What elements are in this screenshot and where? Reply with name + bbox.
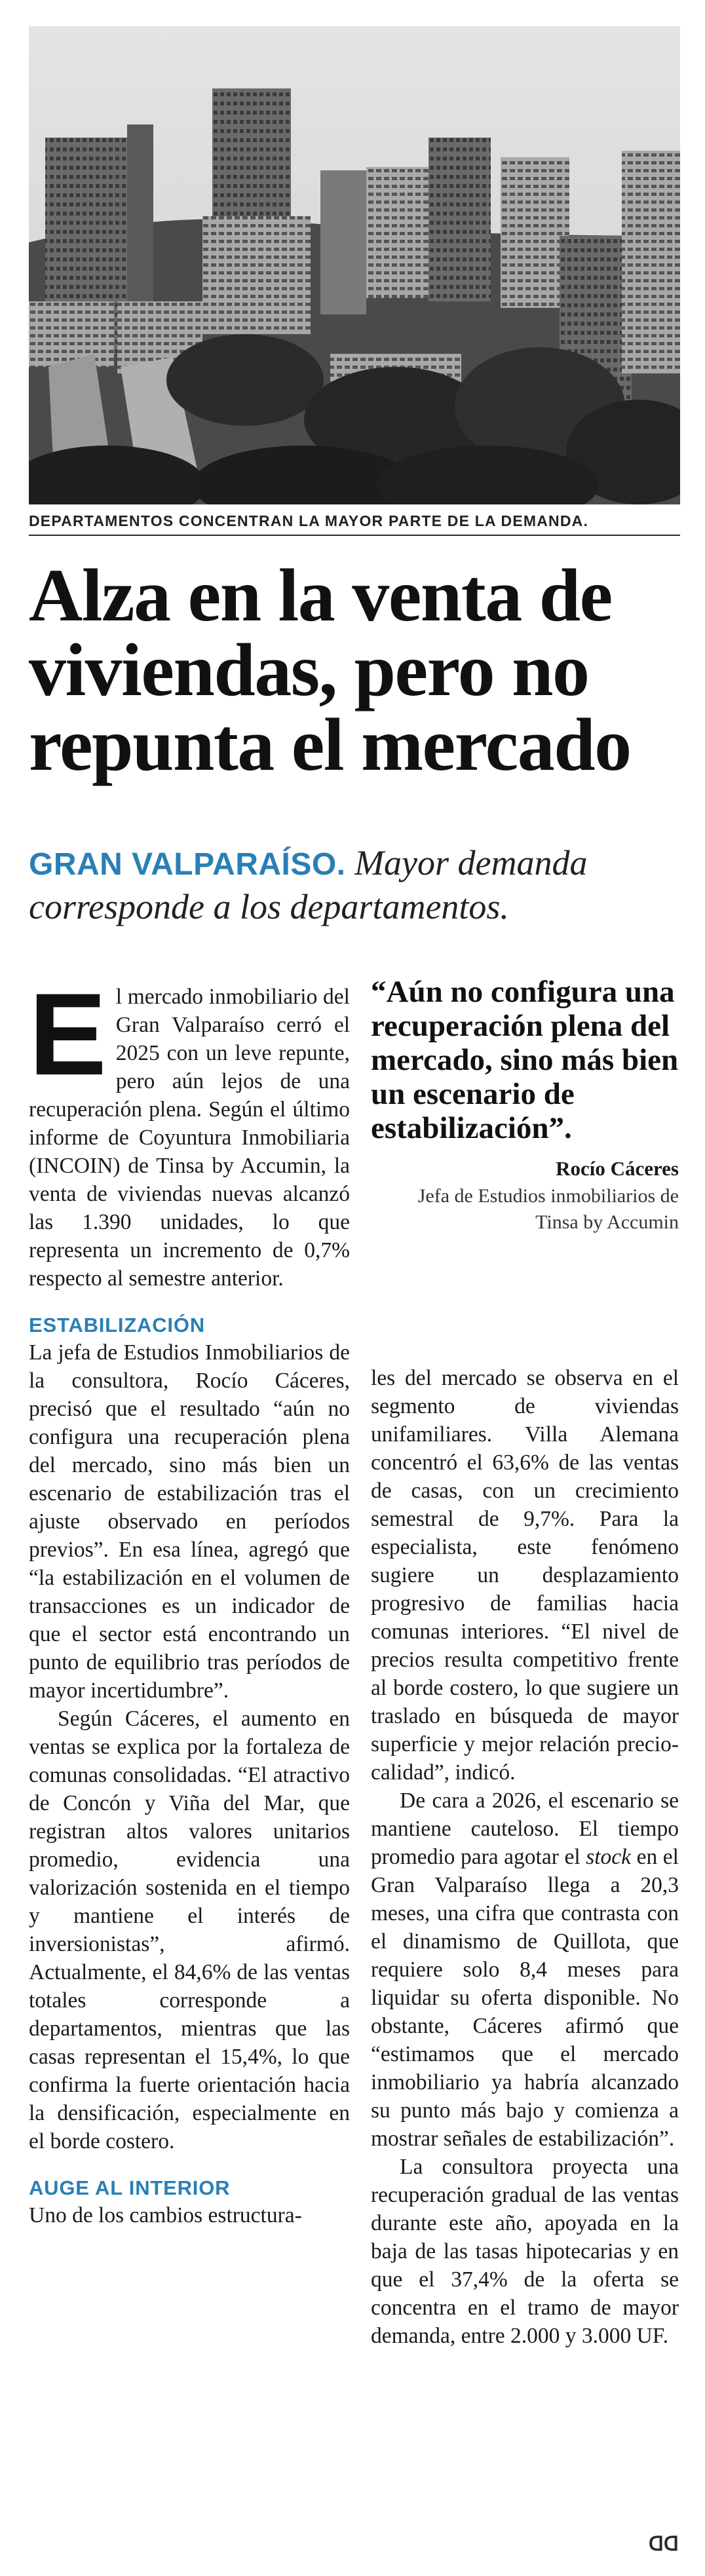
paragraph-4-b: en el Gran Valparaíso llega a 20,3 meses, una cifra que contrasta con el dinamismo de Quillota, que requiere solo 8,4 meses para liquidar su oferta disponible. No obstante, Cáceres afirmó que “estimamos que el mercado inmobiliario ya habría alcanzado su punto más bajo y comienza a mostrar señales de estabilización”. (371, 1845, 679, 2151)
pull-quote (371, 975, 679, 1236)
paragraph-4-a: De cara a 2026, el escenario se mantiene cauteloso. El tiempo promedio para agotar el (371, 1789, 679, 1869)
body-column-right (371, 1364, 679, 2350)
paragraph-3-continued: les del mercado se observa en el segmento de viviendas unifamiliares. Villa Alemana concentró el 63,6% de las ventas de casas, con un crecimiento semestral de 9,7%. Para la especialista, este fenómeno sugiere un desplazamiento progresivo de familias hacia comunas interiores. “El nivel de precios resulta competitivo frente al borde costero, lo que sugiere un traslado en búsqueda de mayor superficie y mejor relación precio-calidad”, indicó. (371, 1366, 679, 1785)
paragraph-2: Según Cáceres, el aumento en ventas se explica por la fortaleza de comunas consolidadas. “El atractivo de Concón y Viña del Mar, que registran altos valores unitarios promedio, evidencia una valorización sostenida en el tiempo y mantiene el interés de inversionistas”, afirmó. Actualmente, el 84,6% de las ventas totales corresponde a departamentos, mientras que las casas representan el 15,4%, lo que confirma la fuerte orientación hacia la densificación, especialmente en el borde costero. (29, 1707, 350, 2153)
deck-place: GRAN VALPARAÍSO. (29, 847, 346, 882)
caption-rule (29, 535, 680, 536)
deck-text-line-2: corresponde a los departamentos. (29, 887, 509, 926)
deck-text-line-1: Mayor demanda (345, 843, 588, 882)
subhead-auge-al-interior: AUGE AL INTERIOR (29, 2176, 231, 2199)
article-photo (29, 26, 680, 504)
headline-line-1: Alza en la venta de (29, 554, 612, 637)
paragraph-1: La jefa de Estudios Inmobiliarios de la consultora, Rocío Cáceres, precisó que el resultado “aún no configura una recuperación plena del mercado, sino más bien un escenario de estabilización tras el ajuste observado en períodos previos”. En esa línea, agregó que “la estabilización en el volumen de transacciones es un indicador de que el sector está encontrando un punto de equilibrio tras períodos de mayor incertidumbre”. (29, 1340, 350, 1703)
pull-quote-name: Rocío Cáceres (556, 1157, 679, 1180)
deck (29, 842, 684, 928)
headline (29, 554, 684, 786)
headline-line-2: viviendas, pero no (29, 628, 589, 711)
paragraph-4 (371, 1787, 679, 2153)
lead-paragraph (29, 969, 350, 1293)
paragraph-4-stock: stock (586, 1845, 632, 1869)
paragraph-5: La consultora proyecta una recuperación gradual de las ventas durante este año, apoyada en la baja de las tasas hipotecarias y en que el 37,4% de la oferta se concentra en el tramo de mayor demanda, entre 2.000 y 3.000 UF. (371, 2155, 679, 2348)
headline-line-3: repunta el mercado (29, 703, 631, 786)
end-mark-icon: ᗡᗡ (649, 2533, 679, 2555)
photo-caption: DEPARTAMENTOS CONCENTRAN LA MAYOR PARTE DE LA DEMANDA. (29, 512, 589, 529)
drop-cap: E (29, 969, 107, 1099)
pull-quote-text: “Aún no configura una recuperación plena del mercado, sino más bien un escenario de estabilización”. (371, 975, 679, 1145)
body-column-left (29, 969, 350, 2229)
city-buildings-illustration (29, 26, 680, 504)
lead-text: l mercado inmobiliario del Gran Valparaíso cerró el 2025 con un leve repunte, pero aún lejos de una recuperación plena. Según el último informe de Coyuntura Inmobiliaria (INCOIN) de Tinsa by Accumin, la venta de viviendas nuevas alcanzó las 1.390 unidades, lo que representa un incremento de 0,7% respecto al semestre anterior. (29, 985, 350, 1291)
paragraph-3-start: Uno de los cambios estructura- (29, 2203, 302, 2227)
subhead-estabilizacion: ESTABILIZACIÓN (29, 1314, 205, 1336)
pull-quote-role: Jefa de Estudios inmobiliarios de Tinsa by Accumin (417, 1185, 679, 1233)
